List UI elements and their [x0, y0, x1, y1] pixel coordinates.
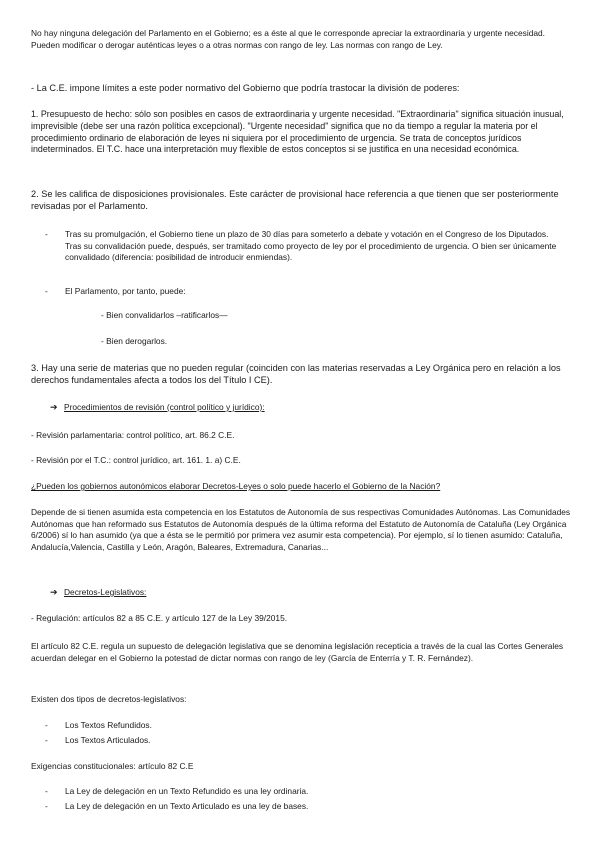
paragraph-limits: - La C.E. impone límites a este poder normativo del Gobierno que podría trastocar la división de poderes:	[31, 83, 460, 93]
heading-text: Procedimientos de revisión (control político y jurídico):	[64, 402, 265, 412]
list-item-text: Tras su promulgación, el Gobierno tiene un plazo de 30 días para someterlo a debate y votación en el Congreso de los Diputados. Tras su convalidación puede, después, ser tramitado como proyecto de ley por el procedimiento de urgencia. O bien ser únicamente convalidado (diferencia: posibilidad de introducir enmiendas).	[65, 229, 557, 262]
paragraph-tipos: Existen dos tipos de decretos-legislativos:	[31, 694, 187, 704]
paragraph-intro: No hay ninguna delegación del Parlamento en el Gobierno; es a éste al que le corresponde apreciar la extraordinaria y urgente necesidad. Pueden modificar o derogar auténticas leyes o a otras normas con rango de ley. Las normas con rango de Ley.	[31, 28, 545, 50]
list-item-text: La Ley de delegación en un Texto Refundido es una ley ordinaria.	[65, 786, 309, 796]
paragraph-articulo-82: El artículo 82 C.E. regula un supuesto de delegación legislativa que se denomina legislación recepticia a través de la cual las Cortes Generales acuerdan delegar en el Gobierno la potestad de dictar normas con rango de ley (García de Enterría y T. R. Fernández).	[31, 641, 564, 663]
paragraph-regulacion: - Regulación: artículos 82 a 85 C.E. y artículo 127 de la Ley 39/2015.	[31, 613, 288, 623]
heading-text: Decretos-Legislativos:	[64, 587, 147, 597]
paragraph-revision-tc: - Revisión por el T.C.: control jurídico, art. 161. 1. a) C.E.	[31, 455, 241, 465]
paragraph-provisionales: 2. Se les califica de disposiciones provisionales. Este carácter de provisional hace referencia a que tienen que ser posteriormente revisadas por el Parlamento.	[31, 189, 559, 211]
dash-bullet: -	[45, 801, 48, 811]
list-item-text: Los Textos Articulados.	[65, 735, 151, 745]
sub-item-convalidar: - Bien convalidarlos –ratificarlos—	[101, 310, 228, 320]
list-item-text: El Parlamento, por tanto, puede:	[65, 286, 186, 296]
paragraph-revision-parlamentaria: - Revisión parlamentaria: control político, art. 86.2 C.E.	[31, 430, 235, 440]
dash-bullet: -	[45, 720, 48, 730]
dash-bullet: -	[45, 286, 48, 296]
question-heading: ¿Pueden los gobiernos autonómicos elaborar Decretos-Leyes o solo puede hacerlo el Gobierno de la Nación?	[31, 481, 441, 491]
arrow-icon: ➔	[50, 587, 58, 597]
arrow-icon: ➔	[50, 402, 58, 412]
dash-bullet: -	[45, 786, 48, 796]
list-item-text: La Ley de delegación en un Texto Articulado es una ley de bases.	[65, 801, 309, 811]
paragraph-depende: Depende de si tienen asumida esta competencia en los Estatutos de Autonomía de sus respectivas Comunidades Autónomas. Las Comunidades Autónomas que han reformado sus Estatutos de Autonomía después de la última reforma del Estatuto de Autonomía de Cataluña (Ley Orgánica 6/2006) sí lo han asumido (ya que a ésta se le permitió por primera vez asumir esta competencia). Por ejemplo, sí lo tienen asumido: Cataluña, Andalucía,Valencia, Castilla y León, Aragón, Baleares, Extremadura, Canarias...	[31, 507, 571, 552]
dash-bullet: -	[45, 735, 48, 745]
paragraph-exigencias: Exigencias constitucionales: artículo 82 C.E	[31, 761, 194, 771]
dash-bullet: -	[45, 229, 48, 239]
paragraph-materias: 3. Hay una serie de materias que no pueden regular (coinciden con las materias reservadas a Ley Orgánica pero en relación a los derechos fundamentales afecta a todos los del Título I CE).	[31, 363, 561, 385]
list-item-text: Los Textos Refundidos.	[65, 720, 152, 730]
sub-item-derogar: - Bien derogarlos.	[101, 336, 168, 346]
paragraph-presupuesto: 1. Presupuesto de hecho: sólo son posibles en casos de extraordinaria y urgente necesidad. "Extraordinaria" significa situación inusual, imprevisible (debe ser una razón política excepcional). "Urgente necesidad" significa que no da tiempo a regular la materia por el procedimiento ordinario de elaboración de leyes ni siquiera por el procedimiento de urgencia. Se trata de conceptos jurídicos indeterminados. El T.C. hace una interpretación muy flexible de estos conceptos si se justifica en una necesidad económica.	[31, 109, 564, 155]
